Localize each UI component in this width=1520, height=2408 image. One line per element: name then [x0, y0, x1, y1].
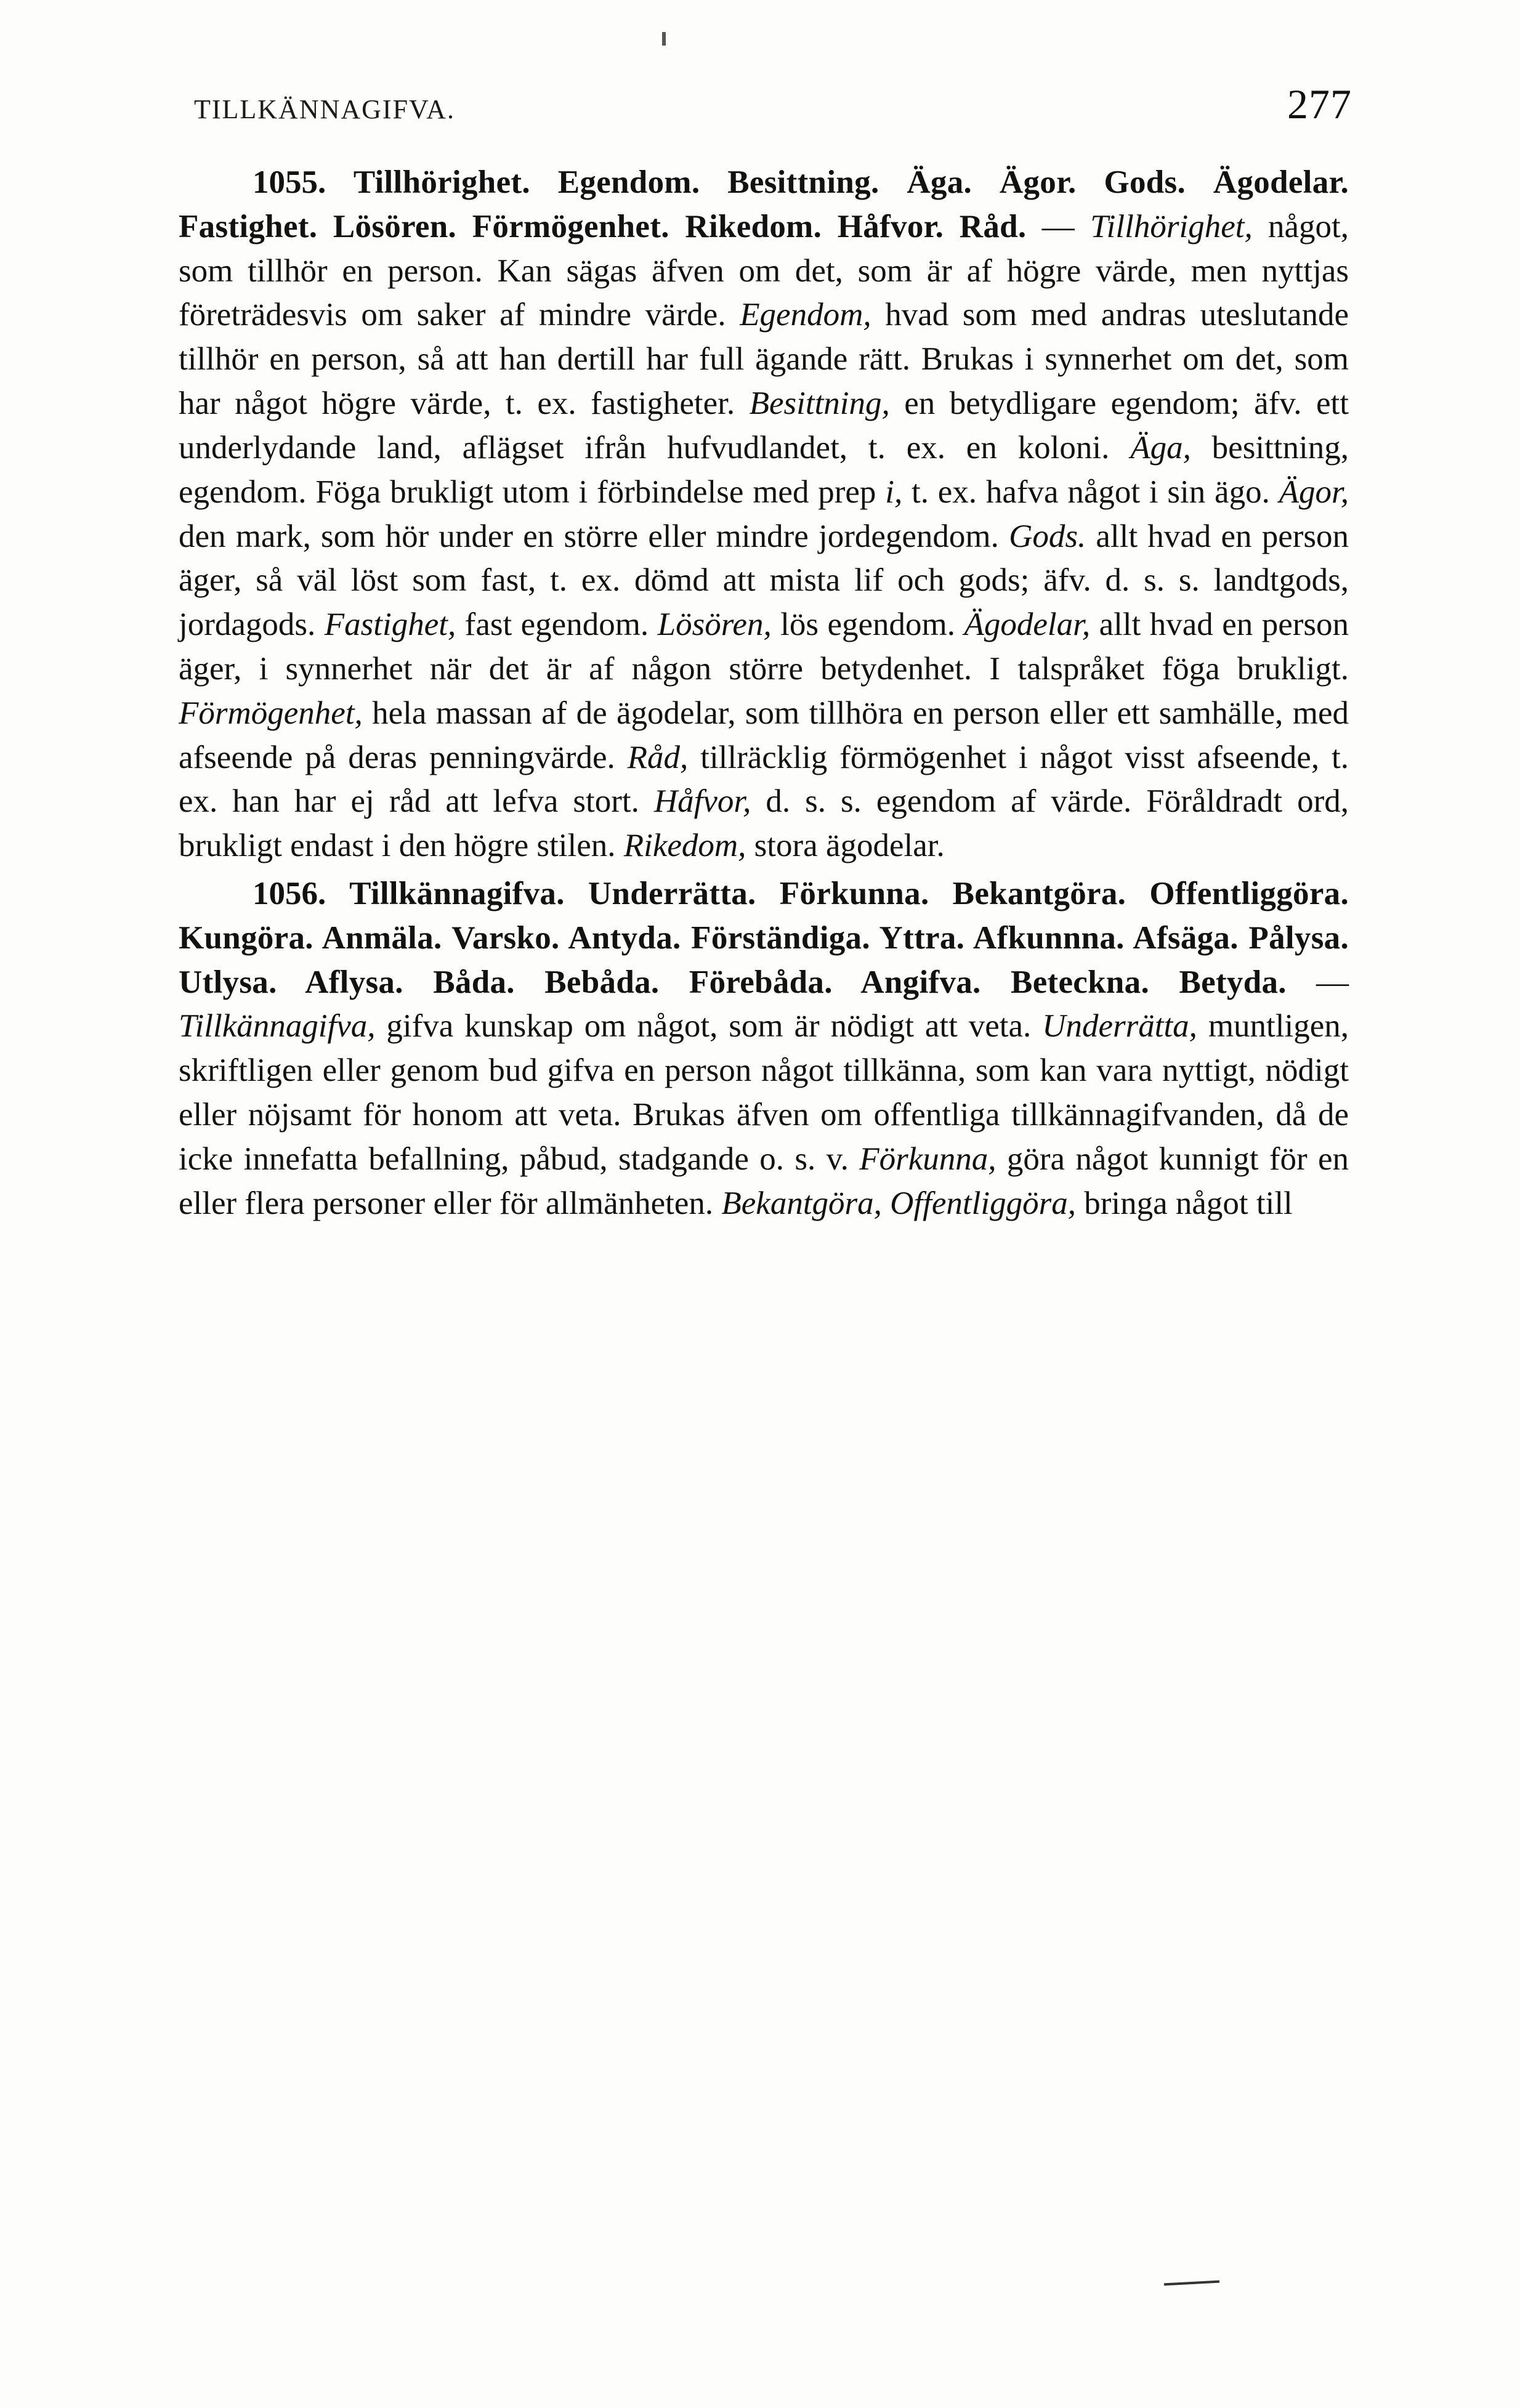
page-header [194, 80, 1352, 129]
top-margin-tick [662, 32, 666, 46]
entry-headwords-1056: Tillkännagifva. Underrätta. Förkunna. Bekantgöra. Offentliggöra. Kungöra. Anmäla. Varsko. Antyda. Förständiga. Yttra. Afkunnna. Afsäga. Pålysa. Utlysa. Aflysa. Båda. Bebåda. Förebåda. Angifva. Beteckna. Betyda. [179, 876, 1349, 1000]
page-tail-mark [1164, 2281, 1219, 2286]
entry-body-1056: Tillkännagifva, gifva kunskap om något, som är nödigt att veta. Underrätta, muntligen, skriftligen eller genom bud gifva en person något tillkänna, som kan vara nyttigt, nödigt eller nöjsamt för honom att veta. Brukas äfven om offentliga tillkännagifvanden, då de icke innefatta befallning, påbud, stadgande o. s. v. Förkunna, göra något kunnigt för en eller flera personer eller för allmänheten. Bekantgöra, Offentliggöra, bringa något till [179, 1008, 1349, 1221]
page-number: 277 [1287, 81, 1352, 127]
entry-number-1055: 1055. [253, 164, 326, 200]
dictionary-entry-1056 [179, 872, 1349, 1226]
dictionary-entry-1055 [179, 161, 1349, 868]
entry-number-1056: 1056. [253, 876, 326, 911]
body-text [179, 161, 1349, 1226]
entry-body-1055: Tillhörighet, något, som tillhör en person. Kan sägas äfven om det, som är af högre värde, men nyttjas företrädesvis om saker af mindre värde. Egendom, hvad som med andras uteslutande tillhör en person, så att han dertill har full ägande rätt. Brukas i synnerhet om det, som har något högre värde, t. ex. fastigheter. Besittning, en betydligare egendom; äfv. ett underlydande land, aflägset ifrån hufvudlandet, t. ex. en koloni. Äga, besittning, egendom. Föga brukligt utom i förbindelse med prep i, t. ex. hafva något i sin ägo. Ägor, den mark, som hör under en större eller mindre jordegendom. Gods. allt hvad en person äger, så väl löst som fast, t. ex. dömd att mista lif och gods; äfv. d. s. s. landtgods, jordagods. Fastighet, fast egendom. Lösören, lös egendom. Ägodelar, allt hvad en person äger, i synnerhet när det är af någon större betydenhet. I talspråket föga brukligt. Förmögenhet, hela massan af de ägodelar, som tillhöra en person eller ett samhälle, med afseende på deras penningvärde. Råd, tillräcklig förmögenhet i något visst afseende, t. ex. han har ej råd att lefva stort. Håfvor, d. s. s. egendom af värde. Föråldradt ord, brukligt endast i den högre stilen. Rikedom, stora ägodelar. [179, 208, 1349, 864]
entry-dash-1055: — [1041, 208, 1075, 244]
entry-dash-1056: — [1316, 964, 1349, 1000]
page-content [179, 80, 1352, 1226]
running-head: TILLKÄNNAGIFVA. [194, 94, 455, 124]
entry-headwords-1055: Tillhörighet. Egendom. Besittning. Äga. Ägor. Gods. Ägodelar. Fastighet. Lösören. Förmögenhet. Rikedom. Håfvor. Råd. [179, 164, 1349, 244]
